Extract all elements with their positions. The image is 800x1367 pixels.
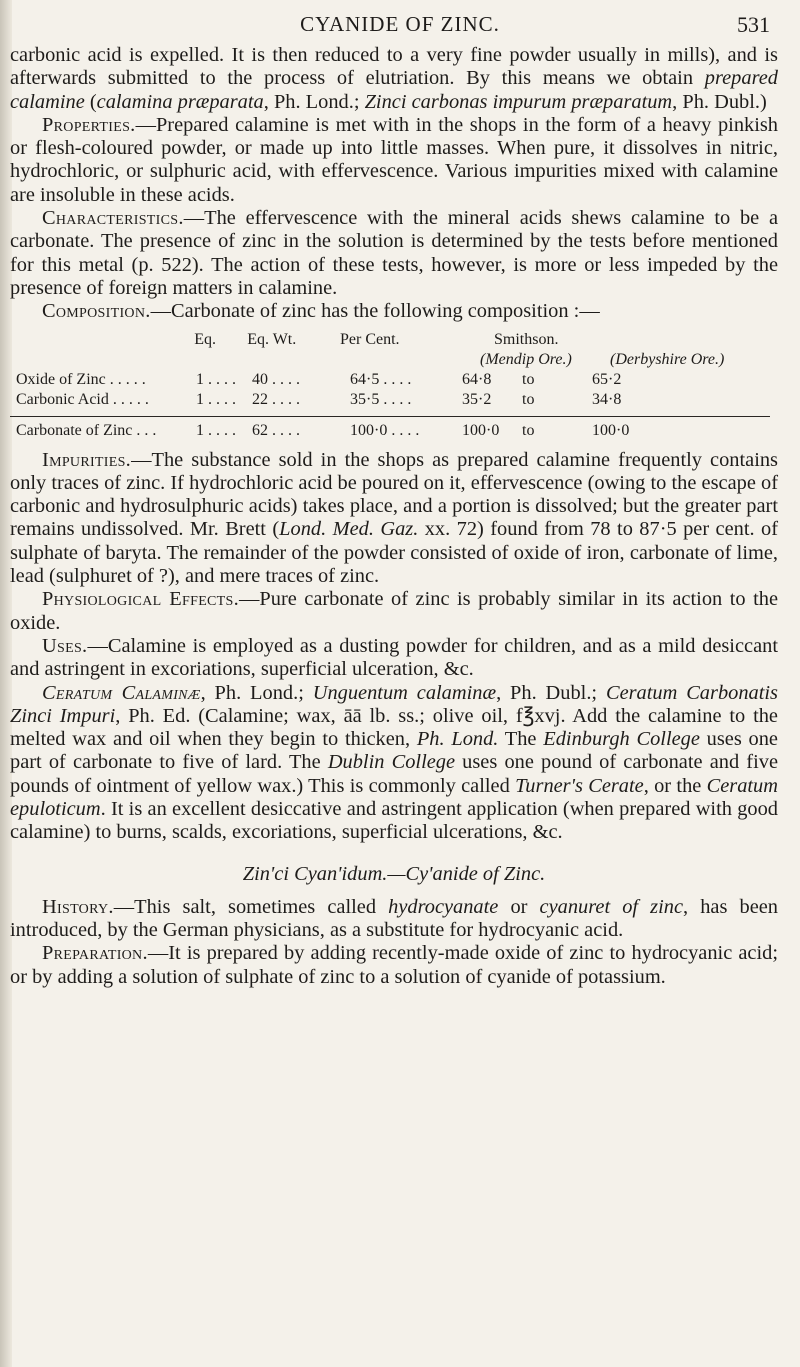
page-header (0, 12, 800, 42)
page-body (10, 44, 778, 989)
properties-heading: Properties. (42, 113, 136, 136)
paragraph-history: History.—This salt, sometimes called hydrocyanate or cyanuret of zinc, has been introduced, by the German physicians, as a substitute for hydrocyanic acid. (10, 895, 779, 941)
table-rule (10, 416, 770, 417)
running-title: CYANIDE OF ZINC. (300, 12, 500, 36)
table-total-row: Carbonate of Zinc . . . 1 . . . . 62 . . . . 100·0 . . . . 100·0 to 100·0 (16, 421, 630, 439)
paragraph-ceratum: Ceratum Calaminæ, Ph. Lond.; Unguentum calaminæ, Ph. Dubl.; Ceratum Carbonatis Zinci Impuri, Ph. Ed. (Calamine; wax, āā lb. ss.; olive oil, f℥xvj. Add the calamine to the melted wax and oil when they begin to thicken, Ph. Lond. The Edinburgh College uses one part of carbonate to five of lard. The Dublin College uses one pound of carbonate and five pounds of ointment of yellow wax.) This is commonly called Turner's Cerate, or the Ceratum epuloticum. It is an excellent desiccative and astringent application (when prepared with good calamine) to burns, scalds, excoriations, superficial ulcerations, &c. (10, 681, 778, 844)
table-header-row: Eq. Eq. Wt. Per Cent. Smithson. (194, 330, 559, 348)
paragraph-physiological: Physiological Effects.—Pure carbonate of zinc is probably similar in its action to the oxide. (10, 588, 778, 634)
section-title: Zin'ci Cyan'idum.—Cy'anide of Zinc. (242, 862, 546, 885)
impurities-heading: Impurities. (42, 448, 132, 471)
characteristics-heading: Characteristics. (42, 207, 184, 230)
table-row: Carbonic Acid . . . . . 1 . . . . 22 . . . . 35·5 . . . . 35·2 to 34·8 (16, 390, 622, 408)
table-row: Oxide of Zinc . . . . . 1 . . . . 40 . . . . 64·5 . . . . 64·8 to 65·2 (16, 370, 622, 388)
paragraph-characteristics: Characteristics.—The effervescence with the mineral acids shews calamine to be a carbonate. The presence of zinc in the solution is determined by the tests before mentioned for this metal (p. 522). The action of these tests, however, is more or less impeded by the presence of foreign matters in calamine. (10, 207, 778, 299)
paragraph-impurities: Impurities.—The substance sold in the shops as prepared calamine frequently contains only traces of zinc. If hydrochloric acid be poured on it, effervescence (owing to the escape of carbonic and hydrosulphuric acids) takes place, and a portion is dissolved; but the greater part remains undissolved. Mr. Brett (Lond. Med. Gaz. xx. 72) found from 78 to 87·5 per cent. of sulphate of baryta. The remainder of the powder consisted of oxide of iron, carbonate of lime, lead (sulphuret of ?), and mere traces of zinc. (10, 448, 778, 588)
composition-table (10, 330, 778, 441)
paragraph-composition: Composition.—Carbonate of zinc has the following composition :— (42, 300, 600, 323)
ceratum-heading: Ceratum Calaminæ (42, 681, 201, 704)
paragraph-elutriation: carbonic acid is expelled. It is then reduced to a very fine powder usually in mills), and is afterwards submitted to the process of elutriation. By this means we obtain prepared calamine (calamina præparata, Ph. Lond.; Zinci carbonas impurum præparatum, Ph. Dubl.) (10, 44, 778, 113)
history-heading: History. (42, 895, 114, 918)
paragraph-properties: Properties.—Prepared calamine is met with in the shops in the form of a heavy pinkish or flesh-coloured powder, or made up into little masses. When pure, it dissolves in nitric, hydrochloric, or sulphuric acid, with effervescence. Various impurities mixed with calamine are insoluble in these acids. (10, 113, 778, 206)
uses-heading: Uses. (42, 634, 88, 657)
paragraph-preparation: Preparation.—It is prepared by adding recently-made oxide of zinc to hydrocyanic acid; or by adding a solution of sulphate of zinc to a solution of cyanide of potassium. (10, 942, 778, 988)
physiological-heading: Physiological Effects. (42, 588, 240, 611)
preparation-heading: Preparation. (42, 942, 148, 965)
composition-heading: Composition. (42, 300, 151, 323)
paragraph-uses: Uses.—Calamine is employed as a dusting powder for children, and as a mild desiccant and astringent in excoriations, superficial ulceration, &c. (10, 634, 778, 681)
table-subheader-row: (Mendip Ore.) (Derbyshire Ore.) (480, 350, 725, 368)
page-number: 531 (737, 12, 770, 37)
